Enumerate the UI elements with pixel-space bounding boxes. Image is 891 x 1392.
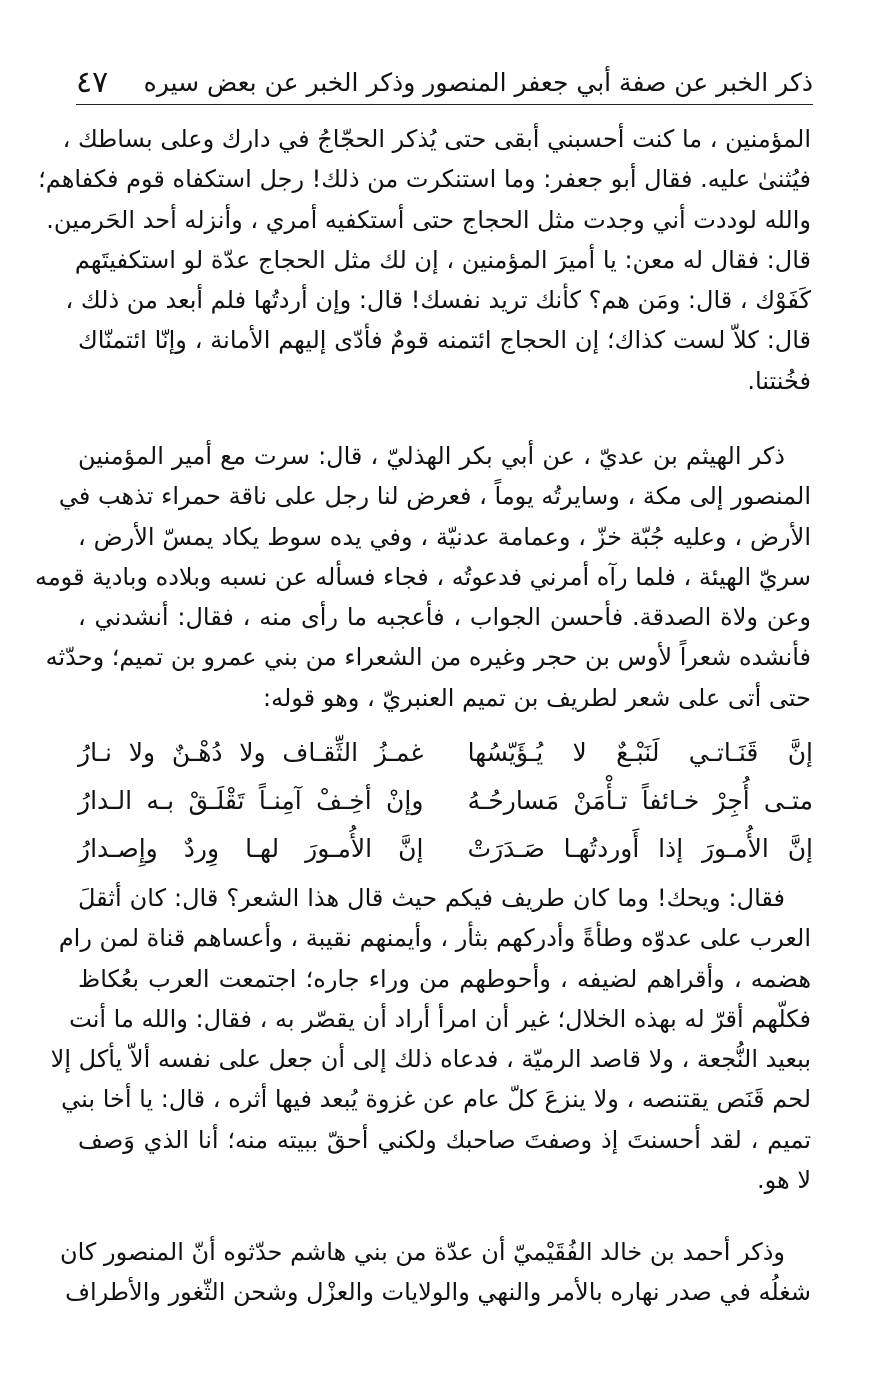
text-line: ببعيد النُّجعة ، ولا قاصد الرميّة ، فدعاه ذلك إلى أن جعل على نفسه ألاّ يأكل إلا xyxy=(50,1045,811,1074)
text-line: لحم قَنَص يقتنصه ، ولا ينزعَ كلّ عام عن غزوة يُبعد فيها أثره ، قال: يا أخا بني xyxy=(61,1085,811,1114)
text-line: تميم ، لقد أحسنتَ إذ وصفتَ صاحبك ولكني أحقّ ببيته منه؛ أنا الذي وَصف xyxy=(78,1125,811,1154)
text-line: والله لوددت أني وجدت مثل الحجاج حتى أستكفيه أمري ، وأنزله أحد الحَرمين. xyxy=(46,205,811,234)
text-line: كَفَوْك ، قال: ومَن هم؟ كأنك تريد نفسك! قال: وإن أردتُها فلم أبعد من ذلك ، xyxy=(65,286,811,315)
text-line: قال: فقال له معن: يا أميرَ المؤمنين ، إن لك مثل الحجاج عدّة لو استكفيتَهم xyxy=(74,245,811,274)
paragraph-4 xyxy=(59,1232,811,1313)
text-line: ذكر الهيثم بن عديّ ، عن أبي بكر الهذليّ ، قال: سرت مع أمير المؤمنين xyxy=(78,442,785,470)
first-hemistich: متـى أُجِرْ خـائفاً تـأْمَنْ مَسارحُـهُ xyxy=(467,786,813,815)
text-line: فقال: ويحك! وما كان طريف فيكم حيث قال هذا الشعر؟ قال: كان أثقلَ xyxy=(78,884,785,912)
poem xyxy=(78,729,813,873)
text-line: فأنشده شعراً لأوس بن حجر وغيره من الشعراء من بني عمرو بن تميم؛ وحدّثه xyxy=(45,643,811,672)
poem-verse xyxy=(78,729,813,777)
text-line: فكلّهم أقرّ له بهذه الخلال؛ غير أن امرأ أراد أن يقصّر به ، فقال: والله ما أنت xyxy=(69,1004,811,1033)
text-line: حتى أتى على شعر لطريف بن تميم العنبريّ ، وهو قوله: xyxy=(262,683,811,712)
running-header xyxy=(76,60,813,100)
second-hemistich: إنَّ الأُمـورَ لهـا وِردٌ وإِصـدارُ xyxy=(78,834,424,863)
paragraph-3 xyxy=(50,878,811,1200)
running-title: ذكر الخبر عن صفة أبي جعفر المنصور وذكر الخبر عن بعض سيره xyxy=(143,68,813,97)
second-hemistich: غمـزُ الثِّقـاف ولا دُهْـنٌ ولا نـارُ xyxy=(78,738,424,767)
text-line: شغلُه في صدر نهاره بالأمر والنهي والولايات والعزْل وشحن الثّغور والأطراف xyxy=(65,1278,811,1307)
text-line: فخُنتنا. xyxy=(747,366,811,395)
text-line: وذكر أحمد بن خالد الفُقَيْميّ أن عدّة من بني هاشم حدّثوه أنّ المنصور كان xyxy=(59,1238,785,1266)
first-hemistich: إنَّ قَنَـاتـي لَنَبْـعٌ لا يُـؤَيّسُها xyxy=(467,738,813,767)
text-line: لا هو. xyxy=(757,1166,811,1195)
text-line: فيُثنىٰ عليه. فقال أبو جعفر: وما استنكرت من ذلك! رجل استكفاه قوم فكفاهم؛ xyxy=(38,165,811,194)
paragraph-2 xyxy=(34,436,811,718)
page-number: ٤٧ xyxy=(76,65,109,100)
text-line: قال: كلاّ لست كذاك؛ إن الحجاج ائتمنه قومٌ فأدّى إليهم الأمانة ، وإنّا ائتمنّاك xyxy=(78,326,811,355)
first-hemistich: إنَّ الأُمـورَ إذا أَوردتُهـا صَـدَرَتْ xyxy=(467,834,813,863)
text-line: هضمه ، وأقراهم لضيفه ، وأحوطهم من وراء جاره؛ اجتمعت العرب بعُكاظ xyxy=(78,964,811,993)
header-rule xyxy=(76,104,813,105)
second-hemistich: وإنْ أخِـفْ آمِنـاً تَقْلَـقْ بـه الـدارُ xyxy=(78,786,424,815)
text-line: الأرض ، وعليه جُبّة خزّ ، وعمامة عدنيّة ، وفي يده سوط يكاد يمسّ الأرض ، xyxy=(78,522,811,551)
poem-verse xyxy=(78,777,813,825)
text-line: وعن ولاة الصدقة. فأحسن الجواب ، فأعجبه ما رأى منه ، فقال: أنشدني ، xyxy=(78,603,811,632)
text-line: العرب على عدوّه وطأةً وأدركهم بثأر ، وأيمنهم نقيبة ، وأعساهم قناة لمن رام xyxy=(58,924,811,953)
text-line: المنصور إلى مكة ، وسايرتُه يوماً ، فعرض لنا رجل على ناقة حمراء تذهب في xyxy=(58,482,811,511)
text-line: المؤمنين ، ما كنت أحسبني أبقى حتى يُذكر الحجّاجُ في دارك وعلى بساطك ، xyxy=(62,125,811,153)
text-line: سريّ الهيئة ، فلما رآه أمرني فدعوتُه ، فجاء فسأله عن نسبه وبلاده وبادية قومه xyxy=(34,562,811,591)
paragraph-1 xyxy=(38,119,811,401)
poem-verse xyxy=(78,825,813,873)
